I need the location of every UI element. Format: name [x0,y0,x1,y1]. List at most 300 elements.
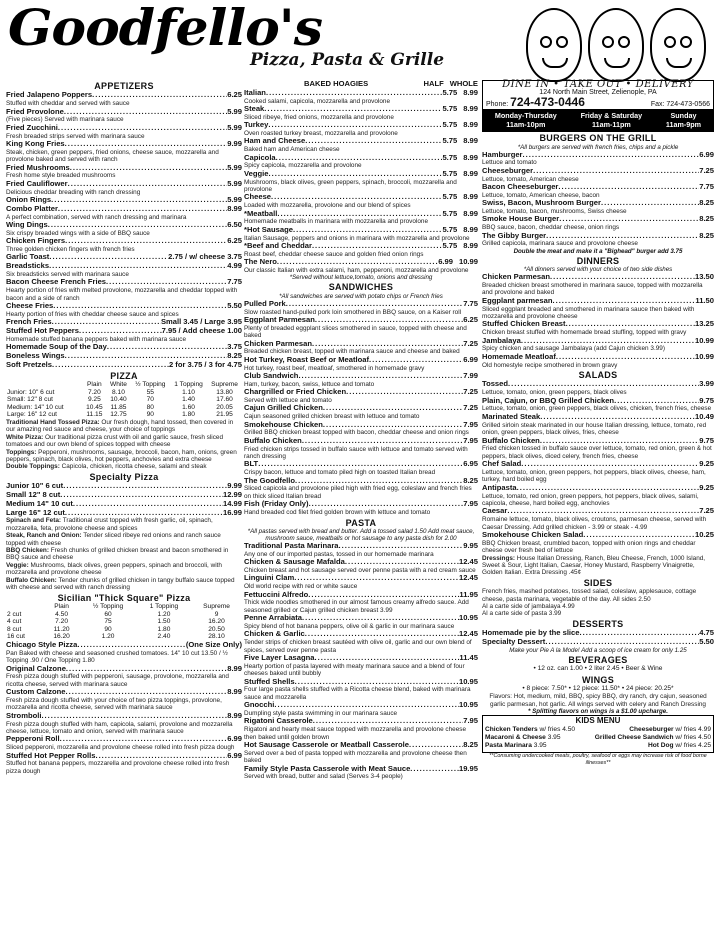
menu-item [482,167,714,176]
item-name: Soft Pretzels [6,360,52,369]
table-cell: 60 [104,610,112,618]
item-description: Slow roasted hand-pulled pork loin smothered in BBQ sauce, on a Kaiser roll [244,308,462,316]
item-name: Garlic Toast [6,253,50,262]
leader-dots [550,273,695,282]
item-name: Toppings: [6,448,37,456]
kids-item-price: 4.25 [698,742,711,750]
item-price: (One Size Only) [185,640,242,649]
leader-dots [271,193,442,202]
item-price: 5.99 [227,123,242,132]
menu-item [244,741,478,750]
menu-item [6,712,242,721]
menu-item [244,500,478,509]
item-name: Spinach and Feta: [6,517,62,525]
menu-item [6,500,242,509]
item-description: Hand breaded cod filet fried golden brown with lettuce and tomato [244,509,431,517]
section-title: WINGS [582,674,614,685]
half-price: 5.75 [442,225,458,234]
leader-dots [73,500,223,509]
item-description [6,419,242,434]
leader-dots [295,477,463,486]
item-price: 14.99 [222,499,242,508]
menu-item [244,765,478,774]
leader-dots [559,215,699,224]
item-price: 5.50 [227,302,242,311]
item-price: 5.99 [227,196,242,205]
leader-dots [521,337,695,346]
section-title: APPETIZERS [94,81,154,91]
service-tagline: DINE IN • TAKE OUT • DELIVERY [502,79,694,90]
item-description [6,517,242,532]
menu-item [244,121,478,130]
menu-item [244,654,478,663]
leader-dots [77,641,186,650]
item-description: Lettuce and tomato [482,159,537,167]
section-title: BAKED HOAGIES [304,80,369,88]
menu-item [244,300,478,309]
leader-dots [60,491,223,500]
menu-item [6,318,242,327]
item-price: 9.95 [463,541,478,550]
item-description [6,562,242,577]
item-name: Fried Cauliflower [6,179,68,188]
section-title: SIDES [583,577,613,588]
item-description: Sliced eggplant breaded and smothered in marinara sauce then baked with mozzarella and provolone cheese [482,305,695,321]
item-price: 6.50 [227,221,242,230]
item-price: 8.25 [699,231,714,240]
phone-number: 724-473-0446 [510,94,585,109]
item-price: 6.99 [227,735,242,744]
item-name: Turkey [244,121,269,130]
item-description: Lettuce, tomato, onion, green peppers, hot peppers, black olives, cheese, ham, turkey, hard boiled egg [482,468,706,484]
leader-dots [58,205,227,214]
leader-dots [63,482,227,491]
leader-dots [312,242,443,251]
item-description: Breaded chicken breast smothered in marinara sauce, topped with mozzarella and provolone and baked [482,282,703,297]
kids-item-extra: w/ fries [537,725,561,733]
menu-item [244,226,478,235]
leader-dots [70,164,228,173]
whole-price: 8.99 [463,209,478,218]
section-title: Sicilian "Thick Square" Pizza [57,592,191,603]
section-title: PIZZA [110,370,138,381]
kids-row [485,742,711,750]
face-illustration [588,8,644,82]
leader-dots [79,327,162,336]
leader-dots [346,388,463,397]
item-description: Hearty portion of fries with cheddar cheese sauce and spices [6,310,179,318]
item-name: Chicago Style Pizza [6,640,78,649]
item-name: The Gibby Burger [482,231,547,240]
item-description: Delicious cheddar breading with ranch dressing [6,188,141,196]
item-description: Pan Baked with cheese and seasoned crushed tomatoes. 14" 10 cut 13.50 / ½ Topping .90 / One Topping 1.80 [6,649,228,665]
leader-dots [409,741,463,750]
table-cell: 4.50 [55,610,69,618]
item-name: Pepperoni Roll [6,735,60,744]
item-name: Fried Provolone [6,107,64,116]
item-price: 9.99 [227,482,242,491]
item-description: Lettuce, tomato, bacon, mushrooms, Swiss cheese [482,208,627,216]
menu-item [482,413,714,422]
table-cell: 7.20 [87,388,101,396]
item-description: Stuffed hot banana peppers, mozzarella and provolone cheese rolled into fresh pizza dough [6,760,230,775]
wing-flavors: Flavors: Hot, medium, mild, BBQ, spicy BBQ, dry ranch, dry cajun, seasoned garlic parmesan, hot garlic. All wings served with celery and Ranch Dressing [489,693,707,708]
item-name: Fried Jalapeno Poppers [6,91,93,100]
section-title: PASTA [345,517,377,528]
item-name: Ham and Cheese [244,137,306,146]
item-description: Hearty portion of fries with melted provolone, mozzarella and cheddar topped with bacon and a side of ranch [6,287,238,302]
leader-dots [614,397,699,406]
item-description: Roast beef, cheddar cheese sauce and golden fried onion rings [244,250,424,258]
table-header: White [110,381,127,389]
table-row [6,611,242,619]
kids-item [595,734,711,742]
leader-dots [66,665,227,674]
section-title: BURGERS ON THE GRILL [539,133,657,144]
menu-item [244,340,478,349]
wing-note: * Splitting flavors on wings is a $1.00 upcharge. [528,708,668,716]
table-cell: 20.05 [216,403,233,411]
item-description: Grilled capicola, marinara sauce and provolone cheese [482,240,638,248]
kids-item-price: 3.95 [547,734,561,742]
item-price: 12.45 [458,558,478,567]
kids-row [485,734,711,742]
item-price: 7.25 [699,507,714,516]
item-description: Thick wide noodles smothered in our almost famous creamy alfredo sauce. Add seasoned grilled or Cajun grilled chicken breast 3.99 [244,599,469,614]
leader-dots [294,574,459,583]
item-name: Eggplant Parmesan [244,316,315,325]
item-name: Gnocchi [244,701,275,710]
sandwich-note: *All sandwiches are served with potato chips or French fries [279,292,443,300]
item-name: Hamburger [482,150,523,159]
kids-item [485,726,575,734]
menu-item [482,151,714,160]
item-description: Al a carte side of jambalaya 4.99 [482,602,575,610]
kids-item-price: 3.95 [533,742,547,750]
item-price: 7.95 [463,717,478,726]
menu-item [482,507,714,516]
item-name: Large 16" 12 cut [6,508,65,517]
table-row [6,626,242,634]
item-price: 19.95 [458,764,478,773]
item-price: 5.50 [699,638,714,646]
item-price: 7.75 [699,183,714,192]
menu-item [6,253,242,262]
table-cell: 13.80 [216,388,233,396]
menu-item [6,352,242,361]
item-text: Tender sliced ribeye red onions and ranch sauce topped with cheese [6,532,221,547]
leader-dots [546,232,699,241]
table-cell: 1.80 [157,625,171,633]
menu-item [6,205,242,214]
menu-item [6,91,242,100]
item-price: 12.45 [458,630,478,639]
table-header: ½ Topping [135,381,166,389]
item-price: 3.75 [227,343,242,352]
menu-item [244,137,478,146]
item-price: 4.75 [699,629,714,638]
whole-price: 8.99 [463,242,478,251]
half-price: 5.75 [442,153,458,162]
menu-item [6,641,242,650]
menu-item [244,89,478,98]
item-name: Linguini Clam [244,574,295,583]
leader-dots [268,121,442,130]
leader-dots [53,302,227,311]
item-description: Old world recipe with red or white sauce [244,583,358,591]
item-description: Old homestyle recipe smothered in brown gravy [482,361,618,369]
leader-dots [601,199,699,208]
leader-dots [345,558,459,567]
leader-dots [277,258,438,267]
table-header [6,603,44,611]
item-name: Steak [244,105,265,113]
item-name: Breadsticks [6,262,50,271]
item-name: Swiss, Bacon, Mushroom Burger [482,199,601,208]
leader-dots [552,297,695,306]
table-cell: 90 [104,625,112,633]
kids-item [648,742,711,750]
section-title: BEVERAGES [568,654,628,665]
item-name: Cajun Grilled Chicken [244,404,323,413]
fax-number: 724-473-0566 [666,100,710,108]
kids-menu-title: KIDS MENU [575,716,621,726]
menu-column-right [482,80,714,767]
item-price: 6.99 [227,751,242,760]
item-price: 7.75 [463,299,478,308]
item-description: Homemade stuffed banana peppers baked with marinara sauce [6,335,186,343]
item-name: Fried Mushrooms [6,163,70,172]
hoagie-header [244,80,478,89]
item-description: Lettuce, tomato, red onion, green peppers, hot peppers, black olives, salami, capicola, cheese, hard boiled egg, anchovies [482,492,699,507]
kids-item-name: Cheeseburger [629,725,674,733]
dressings [482,555,714,577]
dinner-note: *All dinners served with your choice of two side dishes [523,266,673,274]
menu-item [482,183,714,192]
leader-dots [293,226,442,235]
table-cell: 1.50 [157,618,171,626]
item-price: 6.95 [463,460,478,469]
leader-dots [106,278,227,287]
item-description: Grilled sirloin steak marinated in our house Italian dressing, lettuce, tomato, red onion, green peppers, black olives, fries, cheese [482,421,707,437]
leader-dots [52,361,169,370]
table-cell: 11.15 [86,411,103,419]
hours-block [666,111,701,129]
table-cell: 70 [146,396,154,404]
table-cell: 10.45 [86,403,103,411]
half-price: 5.75 [442,209,458,218]
leader-dots [68,180,228,189]
item-price: 8.25 [463,476,478,485]
menu-item [482,337,714,346]
item-name: Double Toppings: [6,463,60,471]
item-price: 6.99 [463,355,478,364]
price-table [6,381,242,419]
item-description: BBQ Chicken breast, crumbled bacon, topped with onion rings and cheddar cheese over fresh bed of lettuce [482,539,696,555]
menu-item [6,237,242,246]
table-row [6,389,242,397]
item-name: Onion Rings [6,196,52,205]
table-cell: 8 cut [7,625,22,633]
restaurant-info-box [482,80,714,132]
item-description: A perfect combination, served with ranch dressing and marinara [6,213,187,221]
item-description: Lettuce, tomato, American cheese, bacon [482,191,600,199]
leader-dots [298,372,463,381]
item-price: 9.99 [227,140,242,149]
item-text: Traditional crust topped with fresh garlic, oil, spinach, mozzarella, feta, provolone cheese and spices [6,517,213,532]
leader-dots [52,318,161,327]
leader-dots [65,509,223,518]
menu-item [244,356,478,365]
leader-dots [566,320,695,329]
item-text: Mushrooms, black olives, green peppers, spinach and broccoli, with mozzarella and provolone cheese [6,561,222,577]
section-title: DINNERS [576,255,620,266]
whole-price: 8.99 [463,88,478,97]
menu-item [244,542,478,551]
kids-item-name: Grilled Cheese Sandwich [594,734,674,742]
item-description: Italian Sausage, peppers and onions in marinara with mozzarella and provolone [244,234,470,242]
item-name: Stuffed Shells [244,677,295,686]
menu-item [244,388,478,397]
item-description: Lettuce, tomato, American cheese [482,175,579,183]
item-description: Dumpling style pasta swimming in our marinara sauce [244,709,398,717]
item-description: Served with lettuce and tomato [244,397,332,405]
table-header: 1 Topping [149,602,179,610]
item-name: Veggie [244,169,269,178]
item-name: Bacon Cheese French Fries [6,278,107,287]
leader-dots [517,484,700,493]
whole-price: 8.99 [463,153,478,162]
table-header: Plain [87,381,102,389]
item-price: 9.75 [699,436,714,445]
table-row [6,404,242,412]
item-description [6,449,242,464]
leader-dots [107,343,227,352]
half-price: 5.75 [442,137,458,146]
table-row [6,396,242,404]
table-cell: 12.75 [110,411,127,419]
leader-dots [65,237,227,246]
item-name: Antipasta [482,483,517,492]
leader-dots [49,253,168,262]
item-description: Rigatoni and hearty meat sauce topped with mozzarella and provolone cheese then baked until golden brown [244,726,467,741]
leader-dots [533,167,699,176]
kids-item-price: 4.50 [698,734,711,742]
item-name: The Nero [244,258,277,267]
item-name: Cheeseburger [482,166,534,175]
section-title: Specialty Pizza [89,471,159,482]
table-cell: Large: 16" 12 cut [7,411,57,419]
item-name: Fried Zucchini [6,123,58,132]
menu-item [6,361,242,370]
menu-item [482,380,714,389]
item-price: 7.99 [463,372,478,381]
column-label: WHOLE [449,80,478,88]
item-name: Marinated Steak [482,412,541,421]
leader-dots [92,91,227,100]
item-price: 5.99 [227,163,242,172]
item-name: Plain, Cajun, or BBQ Grilled Chicken [482,396,615,405]
menu-item [244,558,478,567]
leader-dots [65,140,228,149]
item-name: *Hot Sausage [244,225,293,234]
item-description [6,547,242,562]
item-name: Stuffed Hot Pepper Rolls [6,751,96,760]
menu-item [6,221,242,230]
menu-item [6,180,242,189]
item-description: Romaine lettuce, tomato, black olives, croutons, parmesan cheese, served with Caesar Dressing. Add grilled chicken - 3.99 or steak - 4.99 [482,516,707,531]
item-description: Baked ham and American cheese [244,146,340,154]
table-cell: 16 cut [7,633,25,641]
table-cell: 2 cut [7,610,22,618]
item-name: Buffalo Chicken [482,436,540,445]
hours-days: Sunday [670,111,697,121]
item-description: French fries, mashed potatoes, tossed salad, coleslaw, applesauce, cottage cheese, pasta marinara, vegetable of the day. All sides 2.50 [482,588,697,603]
item-name: *Meatball [244,209,278,218]
menu-item [6,278,242,287]
item-price: 10.95 [458,677,478,686]
half-price: 5.75 [442,105,458,113]
item-description: BBQ sauce, bacon, cheddar cheese, onion rings [482,224,620,232]
kids-item-price: 4.50 [562,725,576,733]
item-description [6,463,242,470]
kids-item-name: Hot Dog [647,742,674,750]
kids-item-price: 4.99 [698,725,711,733]
leader-dots [339,542,464,551]
item-price: 10.99 [694,336,714,345]
item-price: 10.49 [694,412,714,421]
kids-item-name: Pasta Marinara [485,742,532,750]
menu-item [482,397,714,406]
item-price: 7.25 [463,404,478,413]
phone-row [483,94,713,109]
hours-time: 11am-11pm [591,120,631,130]
table-header: ½ Topping [92,602,124,610]
leader-dots [556,353,695,362]
item-description: Chicken breast and hot sausage served over penne pasta with a red cream sauce [244,566,476,574]
table-cell: 75 [104,618,112,626]
item-name: Chicken Fingers [6,237,66,246]
item-price: 6.25 [227,91,242,100]
item-price: 10.95 [458,614,478,623]
leader-dots [507,507,699,516]
beverage-prices: • 12 oz. can 1.00 • 2 liter 2.45 • Beer & Wine [533,665,663,673]
leader-dots [558,183,699,192]
item-name: Jambalaya [482,336,521,345]
item-description: (Five pieces) Served with marinara sauce [6,116,124,124]
kids-item [485,734,561,742]
item-description: Crispy bacon, lettuce and tomato piled high on toasted Italian bread [244,469,436,477]
menu-item [482,215,714,224]
kids-item-name: Chicken Tenders [485,725,538,733]
half-price: 5.75 [442,193,458,202]
menu-item [482,273,714,282]
phone-label: Phone: [486,100,509,108]
item-name: Medium 14" 10 cut [6,499,73,508]
menu-item [482,232,714,241]
menu-item [244,170,478,179]
leader-dots [305,137,442,146]
leader-dots [64,108,227,117]
leader-dots [323,404,463,413]
item-price: 9.25 [699,460,714,469]
item-description: Sliced pepperoni, mozzarella and provolone cheese rolled into fresh pizza dough [6,744,235,752]
item-price: 7.25 [463,339,478,348]
item-name: Stromboli [6,711,42,720]
item-name: Traditional Pasta Marinara [244,541,339,550]
leader-dots [312,340,463,349]
item-name: Hot Turkey, Roast Beef or Meatloaf [244,355,370,364]
